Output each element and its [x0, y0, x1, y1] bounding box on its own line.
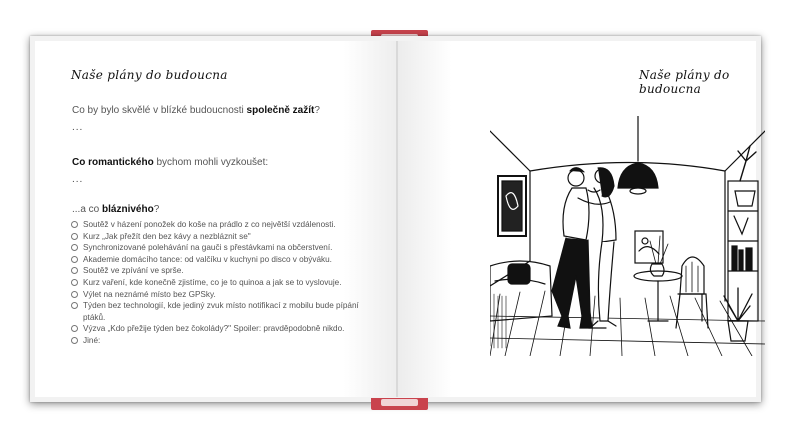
left-page-title: Naše plány do budoucna — [71, 68, 228, 82]
radio-circle-icon[interactable] — [71, 256, 78, 263]
right-page — [398, 41, 756, 397]
open-book — [30, 36, 761, 402]
option-item[interactable]: Jiné: — [71, 335, 376, 347]
answer-2: ... — [72, 174, 84, 185]
option-item[interactable]: Soutěž v házení ponožek do koše na prádlo z co největší vzdálenosti. — [71, 219, 376, 231]
question-1: Co by bylo skvělé v blízké budoucnosti společně zažít? — [72, 105, 320, 116]
option-item[interactable]: Výlet na neznámé místo bez GPSky. — [71, 289, 376, 301]
options-list — [71, 219, 376, 347]
radio-circle-icon[interactable] — [71, 244, 78, 251]
radio-circle-icon[interactable] — [71, 337, 78, 344]
answer-1: ... — [72, 122, 84, 133]
left-page — [35, 41, 398, 397]
option-item[interactable]: Týden bez technologií, kde jediný zvuk místo notifikací z mobilu bude pípání ptáků. — [71, 300, 376, 323]
option-item[interactable]: Soutěž ve zpívání ve sprše. — [71, 265, 376, 277]
option-item[interactable]: Kurz vaření, kde konečně zjistíme, co je to quinoa a jak se to vyslovuje. — [71, 277, 376, 289]
right-page-title: Naše plány do budoucna — [639, 68, 730, 96]
option-item[interactable]: Výzva „Kdo přežije týden bez čokolády?" Spoiler: pravděpodobně nikdo. — [71, 323, 376, 335]
radio-circle-icon[interactable] — [71, 325, 78, 332]
bookmark-ribbon-bottom — [371, 398, 428, 410]
radio-circle-icon[interactable] — [71, 233, 78, 240]
radio-circle-icon[interactable] — [71, 279, 78, 286]
couple-dancing-illustration — [490, 116, 765, 356]
option-item[interactable]: Kurz „Jak přežít den bez kávy a nezbláznit se" — [71, 231, 376, 243]
question-2: Co romantického bychom mohli vyzkoušet: — [72, 157, 269, 168]
radio-circle-icon[interactable] — [71, 302, 78, 309]
radio-circle-icon[interactable] — [71, 291, 78, 298]
radio-circle-icon[interactable] — [71, 221, 78, 228]
radio-circle-icon[interactable] — [71, 267, 78, 274]
option-item[interactable]: Akademie domácího tance: od valčíku v kuchyni po disco v obýváku. — [71, 254, 376, 266]
question-3: ...a co bláznivého? — [72, 204, 160, 215]
option-item[interactable]: Synchronizované polehávání na gauči s přestávkami na občerstvení. — [71, 242, 376, 254]
